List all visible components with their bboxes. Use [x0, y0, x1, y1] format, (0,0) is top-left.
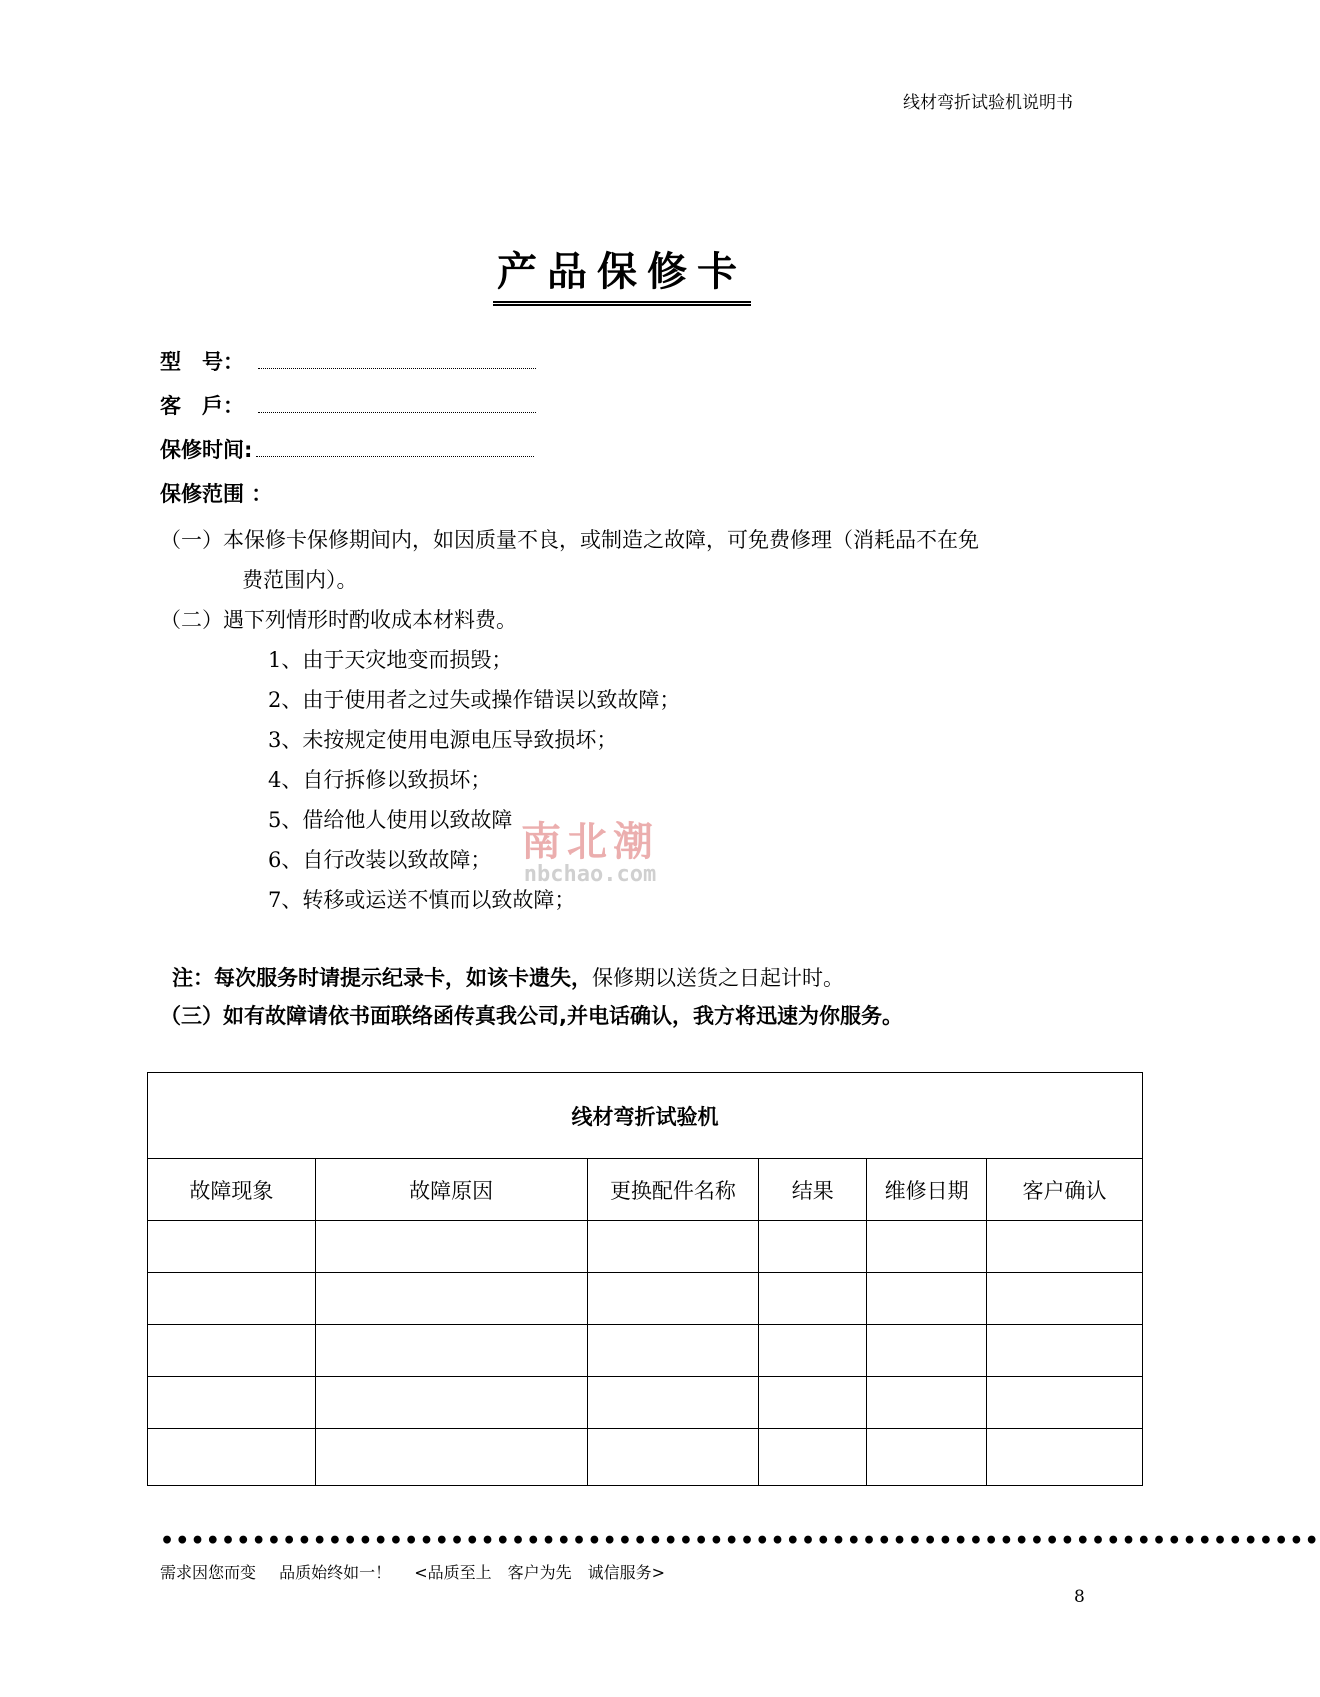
customer-field: [160, 390, 536, 420]
table-cell: [587, 1273, 759, 1325]
table-cell: [867, 1429, 987, 1486]
watermark-cn: 南北潮: [521, 818, 659, 865]
table-cell: [148, 1325, 316, 1377]
table-cell: [759, 1273, 867, 1325]
column-header: 维修日期: [867, 1159, 987, 1221]
note-bold: 注：每次服务时请提示纪录卡，如该卡遗失，: [172, 966, 592, 990]
table-cell: [987, 1325, 1143, 1377]
table-cell: [315, 1221, 587, 1273]
table-cell: [148, 1429, 316, 1486]
list-item: 1、由于天灾地变而损毁；: [268, 648, 513, 672]
customer-blank: [258, 411, 536, 413]
watermark: [521, 820, 659, 886]
table-cell: [315, 1377, 587, 1429]
page-title: [0, 240, 1244, 306]
column-header: 故障原因: [315, 1159, 587, 1221]
title-text: 产品保修卡: [493, 240, 751, 306]
slogan: 品质始终如一！: [279, 1563, 392, 1582]
table-row: [148, 1221, 1143, 1273]
table-cell: [759, 1325, 867, 1377]
table-cell: [148, 1221, 316, 1273]
column-header: 结果: [759, 1159, 867, 1221]
table-cell: [587, 1377, 759, 1429]
dotted-divider: ••••••••••••••••••••••••••••••••••••••••••••••••••••••••••••••••••••••••••••: [160, 1528, 1320, 1554]
column-header: 更换配件名称: [587, 1159, 759, 1221]
model-blank: [258, 367, 536, 369]
table-cell: [148, 1377, 316, 1429]
table-cell: [759, 1221, 867, 1273]
slogan: 需求因您而变: [160, 1563, 257, 1582]
column-header: 客户确认: [987, 1159, 1143, 1221]
repair-record-table: [147, 1072, 1143, 1486]
table-cell: [759, 1429, 867, 1486]
list-item: 3、未按规定使用电源电压导致损坏；: [268, 728, 618, 752]
page-number: 8: [1074, 1587, 1085, 1607]
list-item: 6、自行改装以致故障；: [268, 848, 492, 872]
table-cell: [315, 1273, 587, 1325]
table-cell: [987, 1273, 1143, 1325]
scope-label: 保修范围 ：: [160, 482, 273, 506]
list-item: 4、自行拆修以致损坏；: [268, 768, 492, 792]
slogan: <品质至上 客户为先 诚信服务>: [414, 1563, 666, 1582]
clause-one-cont: 费范围内）。: [242, 568, 358, 592]
field-label: 型 号：: [160, 350, 244, 374]
clause-three: （三）如有故障请依书面联络函传真我公司,并电话确认，我方将迅速为你服务。: [160, 1004, 903, 1028]
table-row: [148, 1273, 1143, 1325]
list-item: 7、转移或运送不慎而以致故障；: [268, 888, 576, 912]
warranty-time-blank: [256, 455, 534, 457]
table-cell: [315, 1429, 587, 1486]
warranty-time-field: [160, 434, 534, 464]
table-title: 线材弯折试验机: [148, 1073, 1143, 1159]
table-cell: [587, 1221, 759, 1273]
running-header: 线材弯折试验机说明书: [903, 93, 1073, 113]
note-plain: 保修期以送货之日起计时。: [592, 966, 844, 990]
field-label: 保修时间:: [160, 438, 253, 462]
list-item: 5、借给他人使用以致故障: [268, 808, 513, 832]
table-cell: [148, 1273, 316, 1325]
table-cell: [315, 1325, 587, 1377]
table-cell: [987, 1221, 1143, 1273]
table-cell: [867, 1325, 987, 1377]
table-cell: [587, 1325, 759, 1377]
table-cell: [759, 1377, 867, 1429]
table-cell: [867, 1273, 987, 1325]
watermark-en: nbchao.com: [523, 862, 657, 887]
note: [172, 962, 844, 992]
list-item: 2、由于使用者之过失或操作错误以致故障；: [268, 688, 681, 712]
table-row: [148, 1377, 1143, 1429]
clause-two: （二）遇下列情形时酌收成本材料费。: [160, 608, 517, 632]
table-cell: [867, 1377, 987, 1429]
table-cell: [867, 1221, 987, 1273]
table-cell: [987, 1429, 1143, 1486]
table-cell: [987, 1377, 1143, 1429]
model-field: [160, 346, 536, 376]
footer-slogan: [160, 1560, 683, 1583]
clause-one: （一）本保修卡保修期间内，如因质量不良，或制造之故障，可免费修理（消耗品不在免: [160, 528, 979, 552]
column-header: 故障现象: [148, 1159, 316, 1221]
table-row: [148, 1325, 1143, 1377]
field-label: 客 戶：: [160, 394, 244, 418]
table-cell: [587, 1429, 759, 1486]
table-row: [148, 1429, 1143, 1486]
